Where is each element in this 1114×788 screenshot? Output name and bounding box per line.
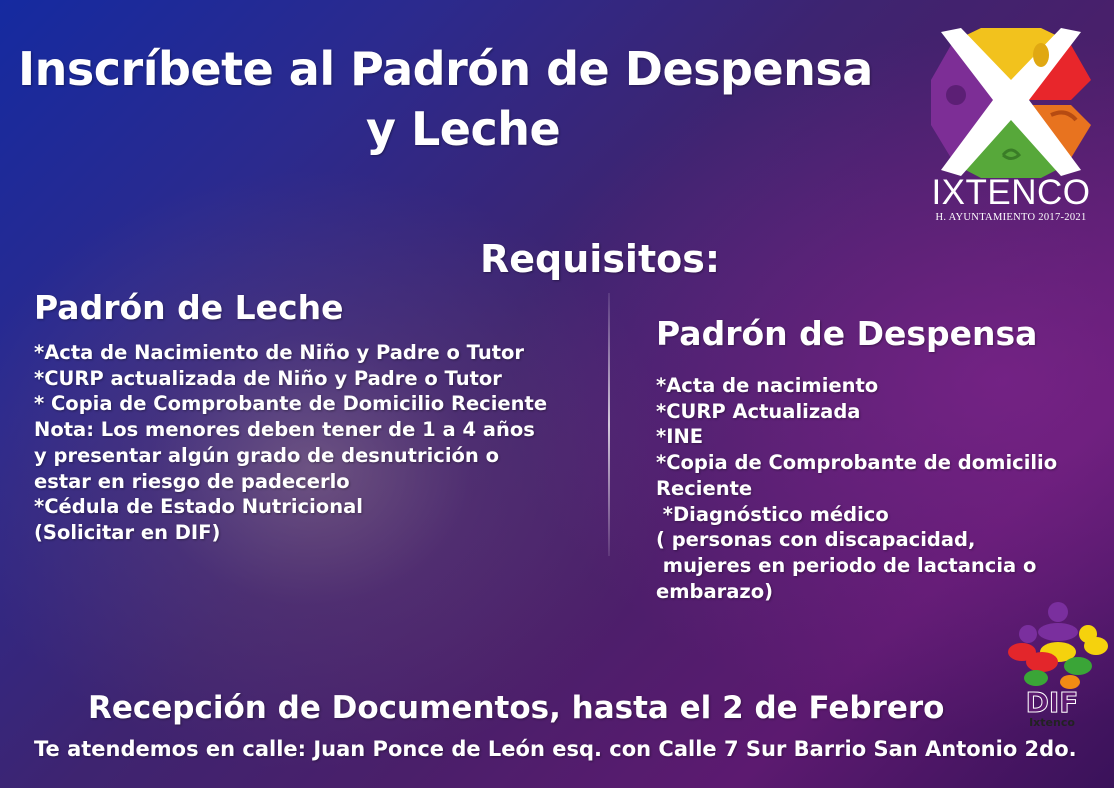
column-divider — [608, 293, 610, 556]
leche-note: estar en riesgo de padecerlo — [34, 469, 350, 493]
despensa-item: ( personas con discapacidad, — [656, 528, 976, 552]
leche-heading: Padrón de Leche — [34, 288, 344, 327]
leche-requirements-list — [34, 340, 547, 546]
requisitos-heading: Requisitos: — [480, 237, 721, 281]
dif-logo-text: DIF — [1025, 686, 1079, 719]
leche-note: y presentar algún grado de desnutrición o — [34, 443, 499, 467]
leche-item: *Cédula de Estado Nutricional — [34, 495, 363, 519]
leche-item: * Copia de Comprobante de Domicilio Reciente — [34, 392, 548, 416]
reception-deadline: Recepción de Documentos, hasta el 2 de Febrero — [88, 690, 945, 726]
dif-logo-subtext: Ixtenco — [1029, 716, 1075, 729]
despensa-item: *CURP Actualizada — [656, 399, 861, 423]
despensa-item: *Copia de Comprobante de domicilio — [656, 451, 1058, 475]
title-line-2: y Leche — [366, 102, 561, 156]
leche-item: *Acta de Nacimiento de Niño y Padre o Tutor — [34, 341, 525, 364]
despensa-heading: Padrón de Despensa — [656, 314, 1038, 353]
despensa-item: *Diagnóstico médico — [656, 502, 889, 526]
despensa-requirements-list — [656, 373, 1057, 604]
ixtenco-logo-name: IXTENCO — [931, 173, 1091, 212]
leche-item: *CURP actualizada de Niño y Padre o Tutor — [34, 366, 502, 390]
title-line-1: Inscríbete al Padrón de Despensa — [18, 42, 873, 96]
address-text: Te atendemos en calle: Juan Ponce de León esq. con Calle 7 Sur Barrio San Antonio 2do. — [34, 737, 1077, 761]
leche-note: Nota: Los menores deben tener de 1 a 4 años — [34, 418, 535, 442]
despensa-item: embarazo) — [656, 579, 774, 603]
despensa-item: *Acta de nacimiento — [656, 374, 879, 397]
ixtenco-logo-subtitle: H. AYUNTAMIENTO 2017-2021 — [935, 212, 1087, 223]
despensa-item: Reciente — [656, 476, 753, 500]
leche-item: (Solicitar en DIF) — [34, 520, 221, 544]
despensa-item: *INE — [656, 425, 704, 449]
dif-logo — [1006, 600, 1110, 732]
despensa-item: mujeres en periodo de lactancia o — [656, 553, 1037, 577]
